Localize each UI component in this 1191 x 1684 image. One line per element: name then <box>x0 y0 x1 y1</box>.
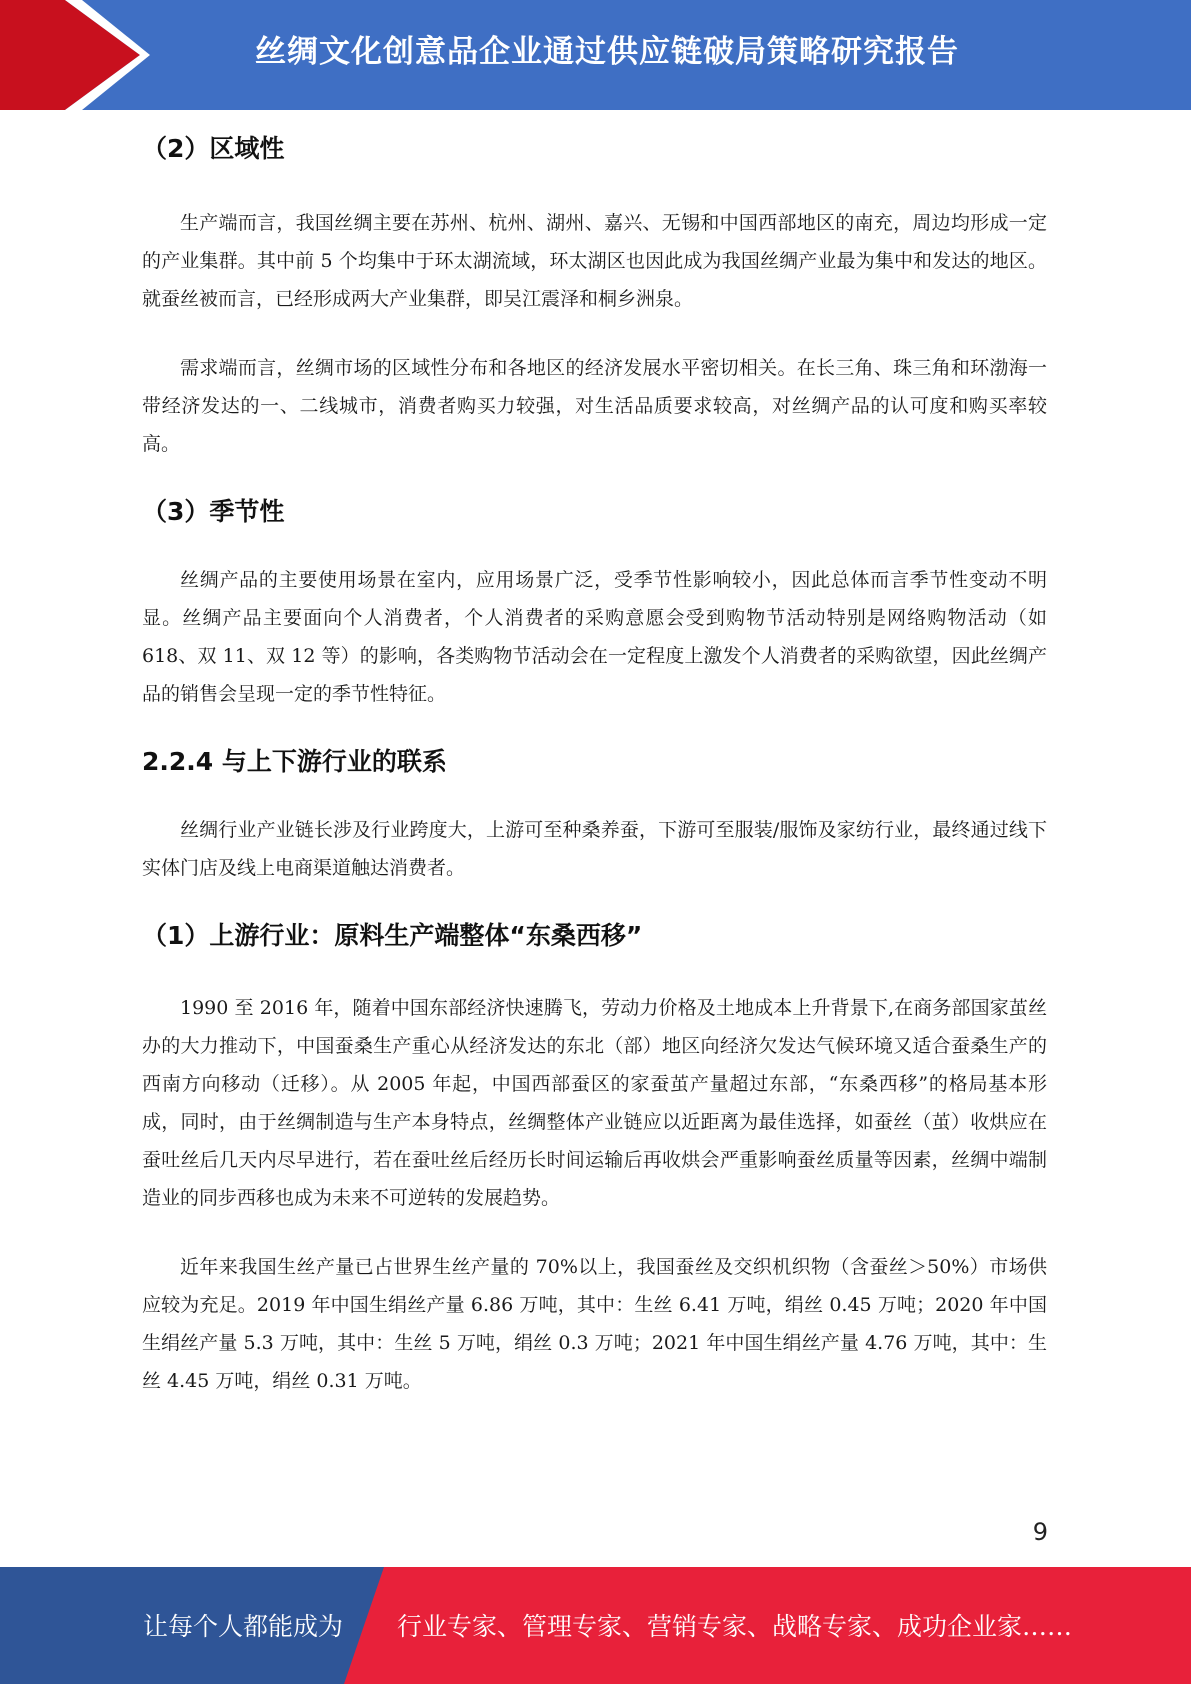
paragraph-silk-output: 近年来我国生丝产量已占世界生丝产量的 70%以上，我国蚕丝及交织机织物（含蚕丝＞50%）市场供应较为充足。2019 年中国生绢丝产量 6.86 万吨，其中：生丝 6.41 万吨，绢丝 0.45 万吨；2020 年中国生绢丝产量 5.3 万吨，其中：生丝 5 万吨，绢丝 0.3 万吨；2021 年中国生绢丝产量 4.76 万吨，其中：生丝 4.45 万吨，绢丝 0.31 万吨。 <box>142 1256 1047 1392</box>
heading-upstream-downstream: 2.2.4 与上下游行业的联系 <box>142 747 447 776</box>
paragraph-seasonal: 丝绸产品的主要使用场景在室内，应用场景广泛，受季节性影响较小，因此总体而言季节性变动不明显。丝绸产品主要面向个人消费者，个人消费者的采购意愿会受到购物节活动特别是网络购物活动（如 618、双 11、双 12 等）的影响，各类购物节活动会在一定程度上激发个人消费者的采购欲望，因此丝绸产品的销售会呈现一定的季节性特征。 <box>142 569 1047 705</box>
paragraph-east-to-west: 1990 至 2016 年，随着中国东部经济快速腾飞，劳动力价格及土地成本上升背景下,在商务部国家茧丝办的大力推动下，中国蚕桑生产重心从经济发达的东北（部）地区向经济欠发达气候环境又适合蚕桑生产的西南方向移动（迁移）。从 2005 年起，中国西部蚕区的家蚕茧产量超过东部，“东桑西移”的格局基本形成，同时，由于丝绸制造与生产本身特点，丝绸整体产业链应以近距离为最佳选择，如蚕丝（茧）收烘应在蚕吐丝后几天内尽早进行，若在蚕吐丝后经历长时间运输后再收烘会严重影响蚕丝质量等因素，丝绸中端制造业的同步西移也成为未来不可逆转的发展趋势。 <box>142 997 1047 1209</box>
main-content <box>142 126 1047 1400</box>
heading-seasonal: （3）季节性 <box>142 497 285 526</box>
report-title: 丝绸文化创意品企业通过供应链破局策略研究报告 <box>255 34 959 70</box>
paragraph-industry-chain: 丝绸行业产业链长涉及行业跨度大，上游可至种桑养蚕，下游可至服装/服饰及家纺行业，最终通过线下实体门店及线上电商渠道触达消费者。 <box>142 819 1047 879</box>
heading-regional: （2）区域性 <box>142 134 285 163</box>
footer-banner <box>0 1567 1191 1684</box>
footer-slogan-right: 行业专家、管理专家、营销专家、战略专家、成功企业家…… <box>397 1612 1073 1641</box>
header-banner <box>0 0 1191 110</box>
footer-slogan-left: 让每个人都能成为 <box>143 1612 344 1641</box>
page-number: 9 <box>1032 1518 1048 1546</box>
header-chevron-decoration <box>0 0 160 110</box>
paragraph-production-regional: 生产端而言，我国丝绸主要在苏州、杭州、湖州、嘉兴、无锡和中国西部地区的南充，周边均形成一定的产业集群。其中前 5 个均集中于环太湖流域，环太湖区也因此成为我国丝绸产业最为集中和发达的地区。就蚕丝被而言，已经形成两大产业集群，即吴江震泽和桐乡洲泉。 <box>142 212 1047 310</box>
heading-upstream-industry: （1）上游行业：原料生产端整体“东桑西移” <box>142 921 643 950</box>
paragraph-demand-regional: 需求端而言，丝绸市场的区域性分布和各地区的经济发展水平密切相关。在长三角、珠三角和环渤海一带经济发达的一、二线城市，消费者购买力较强，对生活品质要求较高，对丝绸产品的认可度和购买率较高。 <box>142 357 1047 455</box>
